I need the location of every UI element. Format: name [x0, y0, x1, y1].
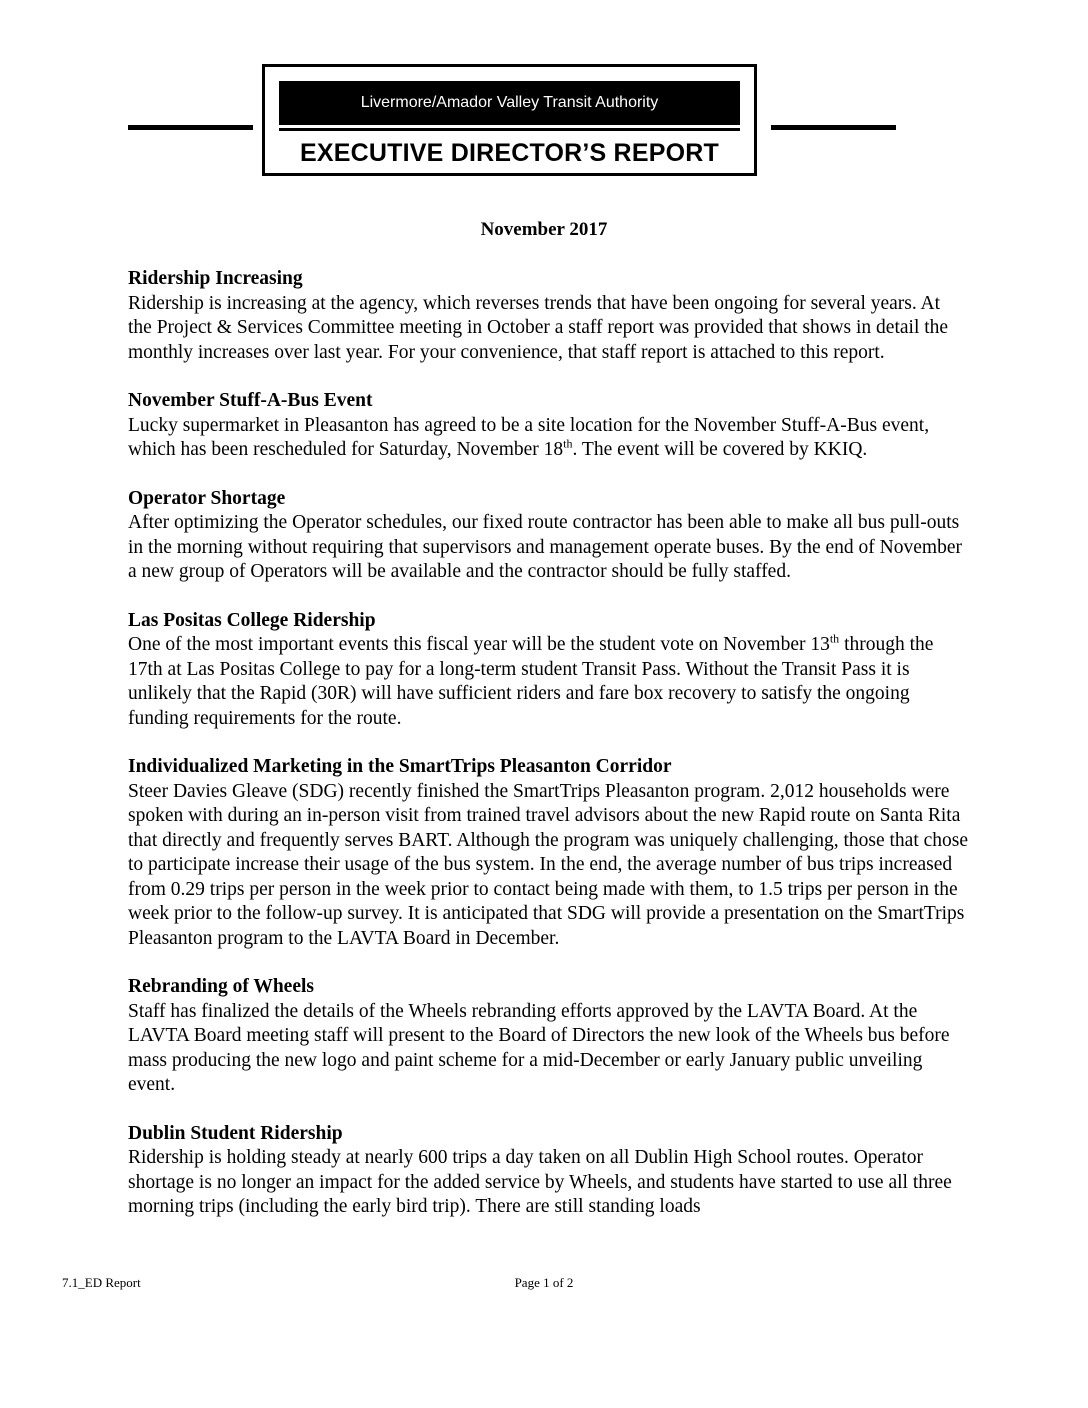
body-text: . The event will be covered by KKIQ. — [572, 439, 868, 460]
section-heading: Las Positas College Ridership — [128, 609, 376, 631]
section-body — [128, 414, 968, 463]
section-stuff-a-bus — [128, 389, 968, 463]
section-body: Ridership is holding steady at nearly 600 trips a day taken on all Dublin High School routes. Operator shortage is no longer an impact for the added service by Wheels, and students have started to use all three morning trips (including the early bird trip). There are still standing loads — [128, 1147, 952, 1217]
section-heading: Operator Shortage — [128, 487, 286, 509]
section-body: Staff has finalized the details of the Wheels rebranding efforts approved by the LAVTA Board. At the LAVTA Board meeting staff will present to the Board of Directors the new look of the Wheels bus before mass producing the new logo and paint scheme for a mid-December or early January public unveiling event. — [128, 1000, 950, 1095]
masthead-left-rule — [128, 125, 253, 130]
section-heading: Ridership Increasing — [128, 268, 303, 289]
report-date: November 2017 — [480, 219, 608, 240]
ordinal-suffix: th — [829, 631, 840, 646]
section-heading: Rebranding of Wheels — [128, 976, 314, 997]
section-heading: Individualized Marketing in the SmartTrips Pleasanton Corridor — [128, 756, 672, 777]
section-heading: Dublin Student Ridership — [128, 1122, 343, 1144]
body-text: One of the most important events this fiscal year will be the student vote on November 13 — [128, 634, 830, 655]
ordinal-suffix: th — [563, 436, 573, 451]
section-las-positas — [128, 609, 968, 732]
section-wheels-rebranding — [128, 975, 968, 1098]
section-heading: November Stuff-A-Bus Event — [128, 390, 373, 411]
section-ridership-increasing — [128, 267, 968, 365]
organization-name: Livermore/Amador Valley Transit Authority — [360, 94, 659, 111]
report-body — [128, 267, 968, 1244]
section-body: Steer Davies Gleave (SDG) recently finished the SmartTrips Pleasanton program. 2,012 households were spoken with during an in-person visit from trained travel advisors about the new Rapid route on Santa Rita that directly and frequently serves BART. Although the program was uniquely challenging, those that chose to participate increase their usage of the bus system. In the end, the average number of bus trips increased from 0.29 trips per person in the week prior to contact being made with them, to 1.5 trips per person in the week prior to the follow-up survey. It is anticipated that SDG will provide a presentation on the SmartTrips Pleasanton program to the LAVTA Board in December. — [128, 780, 969, 949]
section-body: After optimizing the Operator schedules, our fixed route contractor has been able to make all bus pull-outs in the morning without requiring that supervisors and management operate buses. By the end of November a new group of Operators will be available and the contractor should be fully staffed. — [128, 512, 962, 582]
masthead-right-rule — [771, 125, 896, 130]
section-smarttrips — [128, 755, 968, 951]
organization-banner — [279, 81, 740, 125]
section-body: Ridership is increasing at the agency, which reverses trends that have been ongoing for several years. At the Project & Services Committee meeting in October a staff report was provided that shows in detail the monthly increases over last year. For your convenience, that staff report is attached to this report. — [128, 292, 949, 363]
masthead-box — [262, 64, 757, 176]
footer-file-label: 7.1_ED Report — [62, 1275, 141, 1290]
body-text: Lucky supermarket in Pleasanton has agreed to be a site location for the November Stuff-A-Bus event, which has been rescheduled for Saturday, November 18 — [128, 414, 930, 460]
masthead — [128, 64, 896, 180]
section-dublin-student — [128, 1122, 968, 1220]
section-operator-shortage — [128, 487, 968, 585]
banner-underline — [279, 128, 740, 131]
report-title: EXECUTIVE DIRECTOR’S REPORT — [300, 139, 719, 167]
section-body — [128, 633, 968, 731]
footer-page-number: Page 1 of 2 — [514, 1275, 574, 1290]
body-text: through the 17th at Las Positas College to pay for a long-term student Transit Pass. Without the Transit Pass it is unlikely that the Rapid (30R) will have sufficient riders and fare box recovery to satisfy the ongoing funding requirements for the route. — [128, 634, 934, 729]
